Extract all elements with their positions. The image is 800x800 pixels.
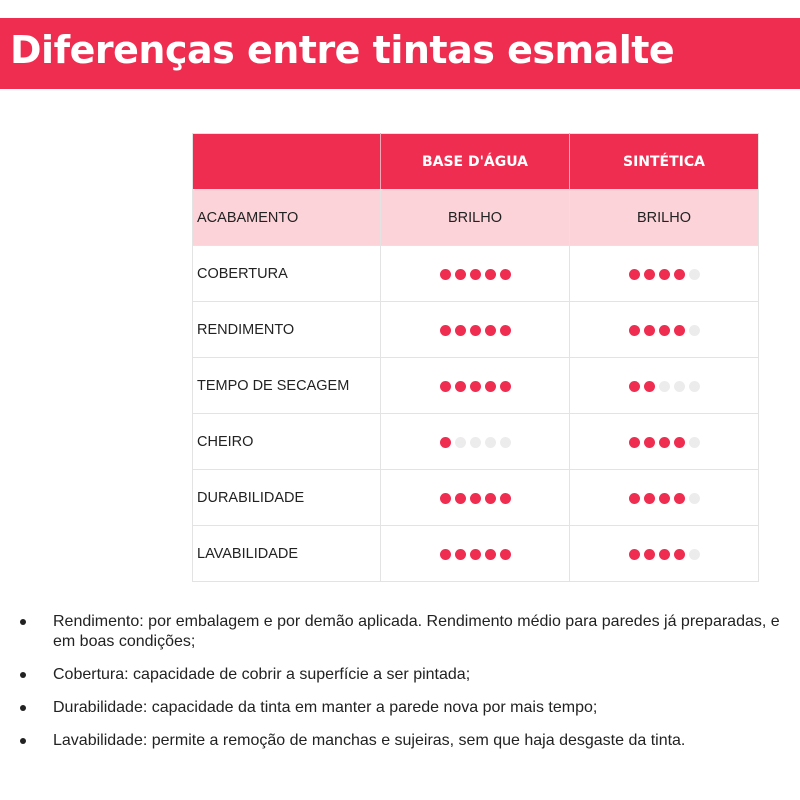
table-cell-base-agua: BRILHO <box>381 190 570 246</box>
filled-dot-icon <box>470 269 481 280</box>
empty-dot-icon <box>689 269 700 280</box>
table-row-cheiro <box>193 414 759 470</box>
filled-dot-icon <box>674 549 685 560</box>
filled-dot-icon <box>500 493 511 504</box>
rating-dots <box>629 493 700 504</box>
rating-dots <box>629 549 700 560</box>
rating-dots <box>440 269 511 280</box>
notes-list <box>20 612 790 764</box>
filled-dot-icon <box>470 381 481 392</box>
filled-dot-icon <box>440 269 451 280</box>
table-row-cobertura <box>193 246 759 302</box>
rating-cell-base-agua <box>381 246 570 302</box>
filled-dot-icon <box>455 325 466 336</box>
rating-cell-sintetica <box>570 302 759 358</box>
filled-dot-icon <box>659 493 670 504</box>
rating-cell-sintetica <box>570 414 759 470</box>
filled-dot-icon <box>659 325 670 336</box>
column-header-base-agua: BASE D'ÁGUA <box>381 134 570 190</box>
filled-dot-icon <box>455 493 466 504</box>
filled-dot-icon <box>485 381 496 392</box>
rating-dots <box>440 493 511 504</box>
list-item <box>20 698 790 718</box>
filled-dot-icon <box>644 549 655 560</box>
bullet-icon <box>20 672 26 678</box>
empty-dot-icon <box>659 381 670 392</box>
row-label: RENDIMENTO <box>193 302 381 358</box>
list-item <box>20 665 790 685</box>
filled-dot-icon <box>500 325 511 336</box>
filled-dot-icon <box>500 549 511 560</box>
rating-dots <box>440 325 511 336</box>
filled-dot-icon <box>674 269 685 280</box>
empty-dot-icon <box>689 325 700 336</box>
filled-dot-icon <box>629 437 640 448</box>
row-label: LAVABILIDADE <box>193 526 381 582</box>
filled-dot-icon <box>440 549 451 560</box>
empty-dot-icon <box>689 437 700 448</box>
rating-cell-base-agua <box>381 470 570 526</box>
empty-dot-icon <box>689 549 700 560</box>
filled-dot-icon <box>674 437 685 448</box>
bullet-icon <box>20 738 26 744</box>
rating-cell-sintetica <box>570 526 759 582</box>
filled-dot-icon <box>629 381 640 392</box>
row-label: ACABAMENTO <box>193 190 381 246</box>
filled-dot-icon <box>470 325 481 336</box>
bullet-icon <box>20 619 26 625</box>
row-label: TEMPO DE SECAGEM <box>193 358 381 414</box>
table-row-durabilidade <box>193 470 759 526</box>
filled-dot-icon <box>629 325 640 336</box>
note-text: Rendimento: por embalagem e por demão aplicada. Rendimento médio para paredes já preparadas, e em boas condições; <box>53 613 780 650</box>
empty-dot-icon <box>470 437 481 448</box>
rating-cell-base-agua <box>381 414 570 470</box>
comparison-table <box>192 133 759 582</box>
filled-dot-icon <box>485 269 496 280</box>
filled-dot-icon <box>500 269 511 280</box>
empty-dot-icon <box>689 381 700 392</box>
filled-dot-icon <box>455 269 466 280</box>
filled-dot-icon <box>659 269 670 280</box>
note-text: Cobertura: capacidade de cobrir a superfície a ser pintada; <box>53 666 471 683</box>
filled-dot-icon <box>440 493 451 504</box>
filled-dot-icon <box>629 269 640 280</box>
table-header-row <box>193 134 759 190</box>
rating-cell-sintetica <box>570 470 759 526</box>
filled-dot-icon <box>500 381 511 392</box>
list-item <box>20 612 790 652</box>
filled-dot-icon <box>644 269 655 280</box>
rating-dots <box>629 269 700 280</box>
filled-dot-icon <box>644 325 655 336</box>
bullet-icon <box>20 705 26 711</box>
row-label: COBERTURA <box>193 246 381 302</box>
note-text: Lavabilidade: permite a remoção de manchas e sujeiras, sem que haja desgaste da tinta. <box>53 732 686 749</box>
filled-dot-icon <box>440 381 451 392</box>
rating-dots <box>440 549 511 560</box>
rating-dots <box>629 325 700 336</box>
filled-dot-icon <box>440 325 451 336</box>
rating-dots <box>440 437 511 448</box>
column-header-sintetica: SINTÉTICA <box>570 134 759 190</box>
filled-dot-icon <box>470 549 481 560</box>
table-row-tempo-de-secagem <box>193 358 759 414</box>
empty-dot-icon <box>674 381 685 392</box>
rating-cell-base-agua <box>381 302 570 358</box>
filled-dot-icon <box>644 493 655 504</box>
empty-dot-icon <box>485 437 496 448</box>
table-cell-sintetica: BRILHO <box>570 190 759 246</box>
filled-dot-icon <box>485 325 496 336</box>
filled-dot-icon <box>659 437 670 448</box>
rating-dots <box>629 437 700 448</box>
empty-dot-icon <box>500 437 511 448</box>
rating-dots <box>629 381 700 392</box>
filled-dot-icon <box>674 493 685 504</box>
filled-dot-icon <box>440 437 451 448</box>
filled-dot-icon <box>485 493 496 504</box>
filled-dot-icon <box>644 381 655 392</box>
filled-dot-icon <box>674 325 685 336</box>
page-title: Diferenças entre tintas esmalte <box>10 28 675 72</box>
filled-dot-icon <box>470 493 481 504</box>
list-item <box>20 731 790 751</box>
rating-cell-base-agua <box>381 526 570 582</box>
filled-dot-icon <box>455 381 466 392</box>
empty-dot-icon <box>689 493 700 504</box>
rating-cell-sintetica <box>570 358 759 414</box>
filled-dot-icon <box>629 549 640 560</box>
rating-cell-sintetica <box>570 246 759 302</box>
filled-dot-icon <box>644 437 655 448</box>
row-label: DURABILIDADE <box>193 470 381 526</box>
rating-cell-base-agua <box>381 358 570 414</box>
filled-dot-icon <box>659 549 670 560</box>
filled-dot-icon <box>485 549 496 560</box>
filled-dot-icon <box>629 493 640 504</box>
table-header-corner <box>193 134 381 190</box>
filled-dot-icon <box>455 549 466 560</box>
note-text: Durabilidade: capacidade da tinta em manter a parede nova por mais tempo; <box>53 699 598 716</box>
table-row-rendimento <box>193 302 759 358</box>
table-row-acabamento <box>193 190 759 246</box>
empty-dot-icon <box>455 437 466 448</box>
title-banner <box>0 18 800 89</box>
table-row-lavabilidade <box>193 526 759 582</box>
row-label: CHEIRO <box>193 414 381 470</box>
rating-dots <box>440 381 511 392</box>
